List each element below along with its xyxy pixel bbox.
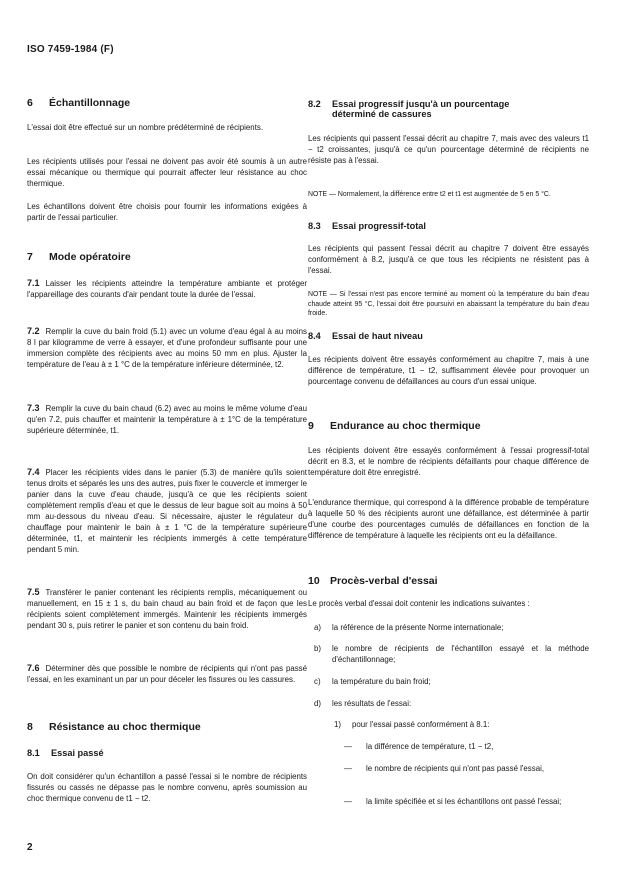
section-8-heading: 8 Résistance au choc thermique [27, 721, 201, 733]
list-item-d: d) les résultats de l'essai: [314, 699, 412, 708]
subsection-8-2-paragraph: Les récipients qui passent l'essai décrit au chapitre 7, mais avec des valeurs t1 − t2 croissantes, jusqu'à ce qu'un pourcentage déterminé de récipients ne résiste pas à l'essai. [308, 134, 589, 165]
list-item-b: b) le nombre de récipients de l'échantillon essayé et la méthode d'échantillonnage; [314, 644, 589, 664]
page-header: ISO 7459-1984 (F) [27, 44, 114, 55]
subsection-8-2-heading: 8.2 Essai progressif jusqu'à un pourcentage déterminé de cassures [308, 99, 510, 119]
page-number: 2 [27, 842, 33, 853]
section-6-heading: 6 Échantillonnage [27, 97, 131, 109]
clause-7-4: 7.4 Placer les récipients vides dans le panier (5.3) de manière qu'ils soient tenus droits et séparés les uns des autres, puis fixer le couvercle et immerger le panier dans la cuve d'eau chaude, jusqu'à ce que les récipients soient complètement remplis d'eau et que le dessus de leur bague soit au moins à 50 mm au-dessous du niveau d'eau. Si nécessaire, ajuster le régulateur du chauffage pour maintenir le bain à ± 1 °C de la température supérieure déterminée, t1, et maintenir les récipients immergés à cette température pendant 5 min. [27, 467, 307, 554]
subsection-8-3-paragraph: Les récipients qui passent l'essai décrit au chapitre 7 doivent être essayés conformément à 8.2, jusqu'à ce que tous les récipients ne résistent pas à l'essai. [308, 244, 589, 275]
section-9-heading: 9 Endurance au choc thermique [308, 420, 481, 432]
subsection-8-3-heading: 8.3 Essai progressif-total [308, 221, 426, 231]
section-10-heading: 10 Procès-verbal d'essai [308, 575, 438, 587]
list-item-d-1-dash-2: — le nombre de récipients qui n'ont pas passé l'essai, [344, 764, 545, 773]
list-item-d-1: 1) pour l'essai passé conformément à 8.1: [334, 720, 490, 729]
subsection-8-4-paragraph: Les récipients doivent être essayés conformément au chapitre 7, mais à une différence de température, t1 − t2, suffisamment élevée pour provoquer un pourcentage convenu de défaillances au cours d'un essai unique. [308, 355, 589, 386]
clause-7-5: 7.5 Transférer le panier contenant les récipients remplis, mécaniquement ou manuellement, en 15 ± 1 s, du bain chaud au bain froid et de façon que les récipients soient complètement immergés. Maintenir les récipients immergés pendant 30 s, puis retirer le panier et son contenu du bain froid. [27, 587, 307, 630]
subsection-8-1-heading: 8.1 Essai passé [27, 748, 104, 758]
subsection-8-4-heading: 8.4 Essai de haut niveau [308, 331, 423, 341]
clause-7-1: 7.1 Laisser les récipients atteindre la température ambiante et protéger l'appareillage des courants d'air pendant toute la durée de l'essai. [27, 278, 307, 299]
subsection-8-2-note: NOTE — Normalement, la différence entre t2 et t1 est augmentée de 5 en 5 °C. [308, 191, 551, 198]
section-6-paragraph-3: Les échantillons doivent être choisis pour fournir les informations exigées à partir de l'essai particulier. [27, 202, 307, 222]
clause-7-3: 7.3 Remplir la cuve du bain chaud (6.2) avec au moins le même volume d'eau qu'en 7.2, puis chauffer et maintenir la température à ± 1°C de la température supérieure déterminée, t1. [27, 403, 307, 435]
clause-7-2: 7.2 Remplir la cuve du bain froid (5.1) avec un volume d'eau égal à au moins 8 l par kilogramme de verre à essayer, et d'une profondeur suffisante pour une immersion complète des récipients avec au moins 50 mm en plus. Ajuster la température de l'eau à ± 1 °C de la température inférieure déterminée, t2. [27, 326, 307, 369]
subsection-8-1-paragraph: On doit considérer qu'un échantillon a passé l'essai si le nombre de récipients fissurés ou cassés ne dépasse pas le nombre convenu, après soumission au choc thermique convenu de t1 − t2. [27, 772, 307, 803]
section-9-paragraph-1: Les récipients doivent être essayés conformément à l'essai progressif-total décrit en 8.3, et le nombre de récipients défaillants pour chaque différence de température doit être enregistré. [308, 446, 589, 477]
list-item-d-1-dash-1: — la différence de température, t1 − t2, [344, 742, 494, 751]
clause-7-6: 7.6 Déterminer dès que possible le nombre de récipients qui n'ont pas passé l'essai, en les examinant un par un pour déceler les fissures ou les cassures. [27, 663, 307, 684]
section-6-paragraph-2: Les récipients utilisés pour l'essai ne doivent pas avoir été soumis à un autre essai mécanique ou thermique qui pourrait affecter leur résistance au choc thermique. [27, 157, 307, 188]
section-7-heading: 7 Mode opératoire [27, 251, 131, 263]
list-item-d-1-dash-3: — la limite spécifiée et si les échantillons ont passé l'essai; [344, 797, 562, 806]
subsection-8-3-note: NOTE — Si l'essai n'est pas encore terminé au moment où la température du bain d'eau chaude atteint 95 °C, l'essai doit être poursuivi en abaissant la température du bain d'eau froide. [308, 291, 589, 317]
list-item-a: a) la référence de la présente Norme internationale; [314, 623, 504, 632]
section-9-paragraph-2: L'endurance thermique, qui correspond à la différence probable de température à laquelle 50 % des récipients auront une défaillance, est déterminée à partir d'une courbe des pourcentages cumulés de défaillances en fonction de la différence de température à laquelle les récipients ont eu la défaillance. [308, 498, 589, 540]
section-6-paragraph-1: L'essai doit être effectué sur un nombre prédéterminé de récipients. [27, 123, 264, 132]
list-item-c: c) la température du bain froid; [314, 677, 431, 686]
section-10-intro: Le procès verbal d'essai doit contenir les indications suivantes : [308, 599, 530, 608]
